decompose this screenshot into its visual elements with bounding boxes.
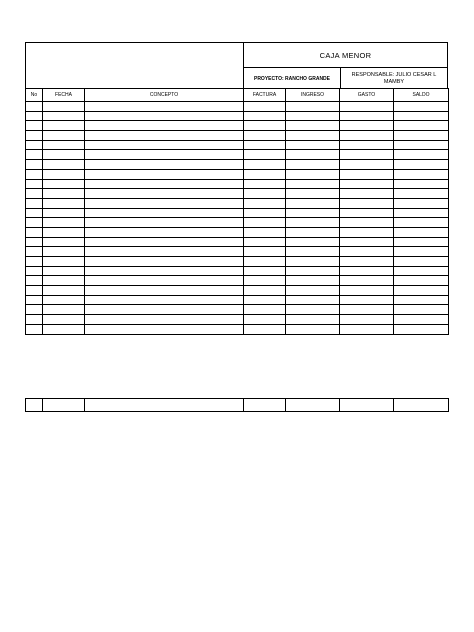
table-cell xyxy=(43,102,85,112)
totals-cell xyxy=(26,399,43,412)
table-cell xyxy=(85,315,244,325)
table-cell xyxy=(394,208,449,218)
table-cell xyxy=(286,315,340,325)
table-cell xyxy=(26,121,43,131)
table-cell xyxy=(340,324,394,334)
table-cell xyxy=(244,131,286,141)
table-cell xyxy=(26,295,43,305)
table-cell xyxy=(394,257,449,267)
table-cell xyxy=(244,121,286,131)
table-cell xyxy=(85,276,244,286)
table-cell xyxy=(85,237,244,247)
table-cell xyxy=(43,305,85,315)
table-cell xyxy=(244,179,286,189)
table-cell xyxy=(244,305,286,315)
table-cell xyxy=(26,102,43,112)
table-row xyxy=(26,237,449,247)
table-cell xyxy=(340,208,394,218)
table-cell xyxy=(85,189,244,199)
table-cell xyxy=(286,160,340,170)
table-cell xyxy=(286,140,340,150)
table-cell xyxy=(394,131,449,141)
table-cell xyxy=(43,189,85,199)
table-cell xyxy=(286,286,340,296)
table-cell xyxy=(26,131,43,141)
table-cell xyxy=(286,102,340,112)
table-cell xyxy=(244,198,286,208)
table-cell xyxy=(85,150,244,160)
table-cell xyxy=(85,121,244,131)
table-row xyxy=(26,208,449,218)
responsable-label: RESPONSABLE: JULIO CESAR L MAMBY xyxy=(351,71,437,85)
table-cell xyxy=(244,324,286,334)
col-header-gasto: GASTO xyxy=(340,89,394,102)
table-cell xyxy=(286,295,340,305)
table-cell xyxy=(340,179,394,189)
header-blank-cell xyxy=(26,43,244,88)
table-row xyxy=(26,276,449,286)
col-header-concepto: CONCEPTO xyxy=(85,89,244,102)
table-cell xyxy=(26,160,43,170)
table-row xyxy=(26,324,449,334)
table-cell xyxy=(43,111,85,121)
table-cell xyxy=(286,189,340,199)
proyecto-label: PROYECTO: RANCHO GRANDE xyxy=(244,68,341,89)
table-row xyxy=(26,257,449,267)
table-cell xyxy=(85,208,244,218)
table-cell xyxy=(394,247,449,257)
table-cell xyxy=(85,305,244,315)
table-cell xyxy=(340,295,394,305)
table-cell xyxy=(286,237,340,247)
totals-cell xyxy=(340,399,394,412)
table-cell xyxy=(85,160,244,170)
table-cell xyxy=(286,131,340,141)
table-cell xyxy=(286,276,340,286)
table-cell xyxy=(85,198,244,208)
table-row xyxy=(26,198,449,208)
table-cell xyxy=(26,179,43,189)
table-cell xyxy=(286,218,340,228)
table-cell xyxy=(26,111,43,121)
table-cell xyxy=(85,266,244,276)
table-cell xyxy=(85,131,244,141)
table-row xyxy=(26,315,449,325)
table-cell xyxy=(26,140,43,150)
table-cell xyxy=(394,266,449,276)
table-cell xyxy=(340,111,394,121)
table-cell xyxy=(244,169,286,179)
table-cell xyxy=(26,257,43,267)
table-row xyxy=(26,121,449,131)
table-cell xyxy=(394,160,449,170)
table-cell xyxy=(394,315,449,325)
table-row xyxy=(26,111,449,121)
table-cell xyxy=(85,247,244,257)
caja-menor-sheet xyxy=(25,42,448,335)
table-cell xyxy=(244,247,286,257)
table-cell xyxy=(394,121,449,131)
table-cell xyxy=(394,218,449,228)
table-cell xyxy=(43,276,85,286)
table-cell xyxy=(26,286,43,296)
table-cell xyxy=(244,227,286,237)
table-cell xyxy=(26,150,43,160)
table-cell xyxy=(286,324,340,334)
table-cell xyxy=(43,160,85,170)
table-row xyxy=(26,140,449,150)
table-cell xyxy=(244,257,286,267)
totals-cell xyxy=(244,399,286,412)
table-cell xyxy=(340,150,394,160)
col-header-no: No xyxy=(26,89,43,102)
table-cell xyxy=(85,218,244,228)
table-cell xyxy=(394,227,449,237)
table-row xyxy=(26,218,449,228)
table-cell xyxy=(286,227,340,237)
table-row xyxy=(26,169,449,179)
table-cell xyxy=(26,189,43,199)
table-cell xyxy=(43,237,85,247)
table-cell xyxy=(26,169,43,179)
table-row xyxy=(26,266,449,276)
table-cell xyxy=(85,111,244,121)
table-cell xyxy=(340,189,394,199)
table-cell xyxy=(340,257,394,267)
table-cell xyxy=(340,276,394,286)
table-cell xyxy=(286,305,340,315)
table-cell xyxy=(43,140,85,150)
table-cell xyxy=(43,169,85,179)
totals-cell xyxy=(85,399,244,412)
ledger-body xyxy=(26,102,449,335)
ledger-table xyxy=(25,88,449,335)
table-cell xyxy=(286,266,340,276)
table-cell xyxy=(394,295,449,305)
table-cell xyxy=(340,305,394,315)
table-cell xyxy=(394,198,449,208)
table-cell xyxy=(43,247,85,257)
table-cell xyxy=(244,189,286,199)
table-cell xyxy=(286,198,340,208)
table-cell xyxy=(244,276,286,286)
table-row xyxy=(26,131,449,141)
table-cell xyxy=(26,305,43,315)
table-cell xyxy=(85,286,244,296)
table-cell xyxy=(43,179,85,189)
table-cell xyxy=(244,286,286,296)
table-cell xyxy=(244,160,286,170)
table-cell xyxy=(340,169,394,179)
totals-section xyxy=(25,398,449,412)
table-cell xyxy=(340,237,394,247)
table-cell xyxy=(85,227,244,237)
table-cell xyxy=(43,121,85,131)
table-cell xyxy=(340,140,394,150)
table-cell xyxy=(26,208,43,218)
table-cell xyxy=(26,324,43,334)
totals-row xyxy=(26,399,449,412)
table-cell xyxy=(286,169,340,179)
table-row xyxy=(26,227,449,237)
table-cell xyxy=(286,111,340,121)
table-cell xyxy=(43,198,85,208)
totals-cell xyxy=(43,399,85,412)
table-cell xyxy=(244,111,286,121)
table-cell xyxy=(43,324,85,334)
table-cell xyxy=(340,315,394,325)
table-cell xyxy=(244,237,286,247)
table-cell xyxy=(26,198,43,208)
totals-cell xyxy=(286,399,340,412)
table-cell xyxy=(43,315,85,325)
table-cell xyxy=(394,102,449,112)
table-cell xyxy=(340,102,394,112)
sheet-title: CAJA MENOR xyxy=(244,43,447,68)
table-cell xyxy=(244,266,286,276)
table-cell xyxy=(286,247,340,257)
table-cell xyxy=(394,286,449,296)
table-cell xyxy=(26,247,43,257)
table-cell xyxy=(394,237,449,247)
column-header-row xyxy=(26,89,449,102)
col-header-saldo: SALDO xyxy=(394,89,449,102)
table-cell xyxy=(340,227,394,237)
table-cell xyxy=(85,169,244,179)
table-cell xyxy=(85,324,244,334)
table-cell xyxy=(43,295,85,305)
table-cell xyxy=(43,150,85,160)
table-cell xyxy=(26,237,43,247)
table-cell xyxy=(85,295,244,305)
col-header-fecha: FECHA xyxy=(43,89,85,102)
table-cell xyxy=(340,198,394,208)
table-cell xyxy=(85,140,244,150)
table-cell xyxy=(43,257,85,267)
table-row xyxy=(26,247,449,257)
table-row xyxy=(26,286,449,296)
table-row xyxy=(26,150,449,160)
table-row xyxy=(26,295,449,305)
table-cell xyxy=(85,102,244,112)
table-cell xyxy=(26,276,43,286)
totals-table xyxy=(25,398,449,412)
table-cell xyxy=(244,218,286,228)
table-cell xyxy=(340,247,394,257)
table-cell xyxy=(244,102,286,112)
table-cell xyxy=(394,305,449,315)
table-cell xyxy=(394,276,449,286)
table-cell xyxy=(244,295,286,305)
table-cell xyxy=(26,266,43,276)
table-cell xyxy=(43,266,85,276)
table-cell xyxy=(340,218,394,228)
table-cell xyxy=(394,140,449,150)
table-cell xyxy=(244,315,286,325)
table-cell xyxy=(340,121,394,131)
table-cell xyxy=(43,286,85,296)
table-cell xyxy=(85,257,244,267)
table-cell xyxy=(286,208,340,218)
table-cell xyxy=(286,179,340,189)
table-cell xyxy=(394,111,449,121)
table-row xyxy=(26,189,449,199)
table-cell xyxy=(394,189,449,199)
table-cell xyxy=(286,150,340,160)
table-cell xyxy=(286,257,340,267)
table-row xyxy=(26,160,449,170)
table-cell xyxy=(43,131,85,141)
table-cell xyxy=(286,121,340,131)
table-cell xyxy=(43,218,85,228)
table-cell xyxy=(43,227,85,237)
table-cell xyxy=(394,150,449,160)
table-row xyxy=(26,102,449,112)
sheet-header xyxy=(25,42,448,88)
table-cell xyxy=(340,131,394,141)
table-cell xyxy=(244,140,286,150)
table-cell xyxy=(394,169,449,179)
table-cell xyxy=(394,324,449,334)
table-cell xyxy=(26,218,43,228)
table-cell xyxy=(85,179,244,189)
table-cell xyxy=(340,160,394,170)
table-cell xyxy=(340,286,394,296)
table-cell xyxy=(394,179,449,189)
table-cell xyxy=(244,208,286,218)
col-header-ingreso: INGRESO xyxy=(286,89,340,102)
totals-cell xyxy=(394,399,449,412)
table-cell xyxy=(43,208,85,218)
table-row xyxy=(26,305,449,315)
table-cell xyxy=(244,150,286,160)
table-cell xyxy=(26,315,43,325)
table-cell xyxy=(26,227,43,237)
table-row xyxy=(26,179,449,189)
col-header-factura: FACTURA xyxy=(244,89,286,102)
table-cell xyxy=(340,266,394,276)
